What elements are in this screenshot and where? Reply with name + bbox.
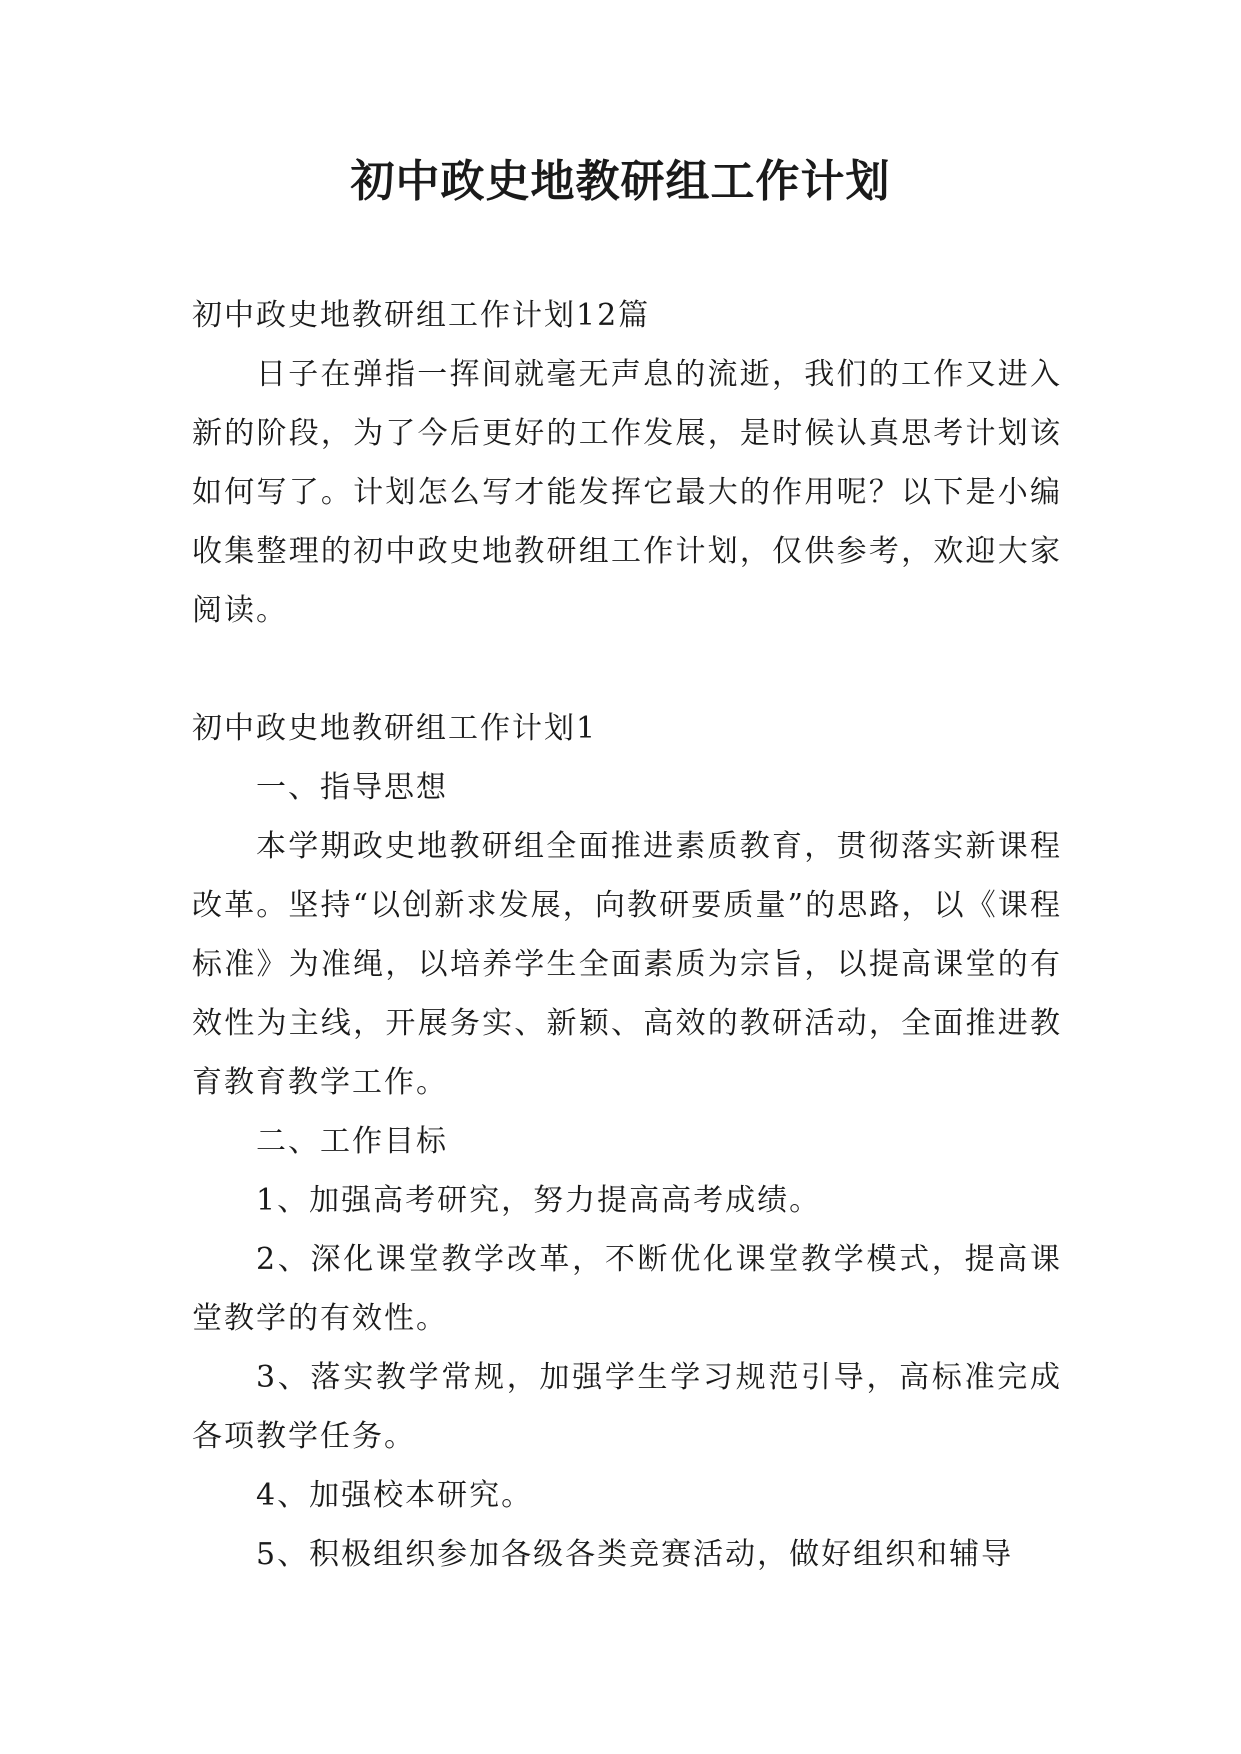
part1-heading: 一、指导思想 [256,770,448,805]
part1-paragraph: 本学期政史地教研组全面推进素质教育，贯彻落实新课程改革。坚持“以创新求发展，向教研要质量”的思路，以《课程标准》为准绳，以培养学生全面素质为宗旨，以提高课堂的有效性为主线，开展务实、新颖、高效的教研活动，全面推进教育教育教学工作。 [192,829,1062,1100]
goal-item: 3、落实教学常规，加强学生学习规范引导，高标准完成各项教学任务。 [192,1360,1062,1454]
document-title: 初中政史地教研组工作计划 [350,156,891,207]
paragraph-spacer [192,640,1062,699]
goal-item: 1、加强高考研究，努力提高高考成绩。 [256,1183,822,1218]
document-body [192,286,1062,1584]
goal-item: 4、加强校本研究。 [256,1478,534,1513]
intro-paragraph: 日子在弹指一挥间就毫无声息的流逝，我们的工作又进入新的阶段，为了今后更好的工作发展，是时候认真思考计划该如何写了。计划怎么写才能发挥它最大的作用呢？以下是小编收集整理的初中政史地教研组工作计划，仅供参考，欢迎大家阅读。 [192,357,1062,628]
section-heading: 初中政史地教研组工作计划1 [192,711,598,746]
goal-item: 5、积极组织参加各级各类竞赛活动，做好组织和辅导 [256,1537,1014,1572]
document-subtitle: 初中政史地教研组工作计划12篇 [192,298,651,333]
part2-heading: 二、工作目标 [256,1124,448,1159]
goal-item: 2、深化课堂教学改革，不断优化课堂教学模式，提高课堂教学的有效性。 [192,1242,1062,1336]
